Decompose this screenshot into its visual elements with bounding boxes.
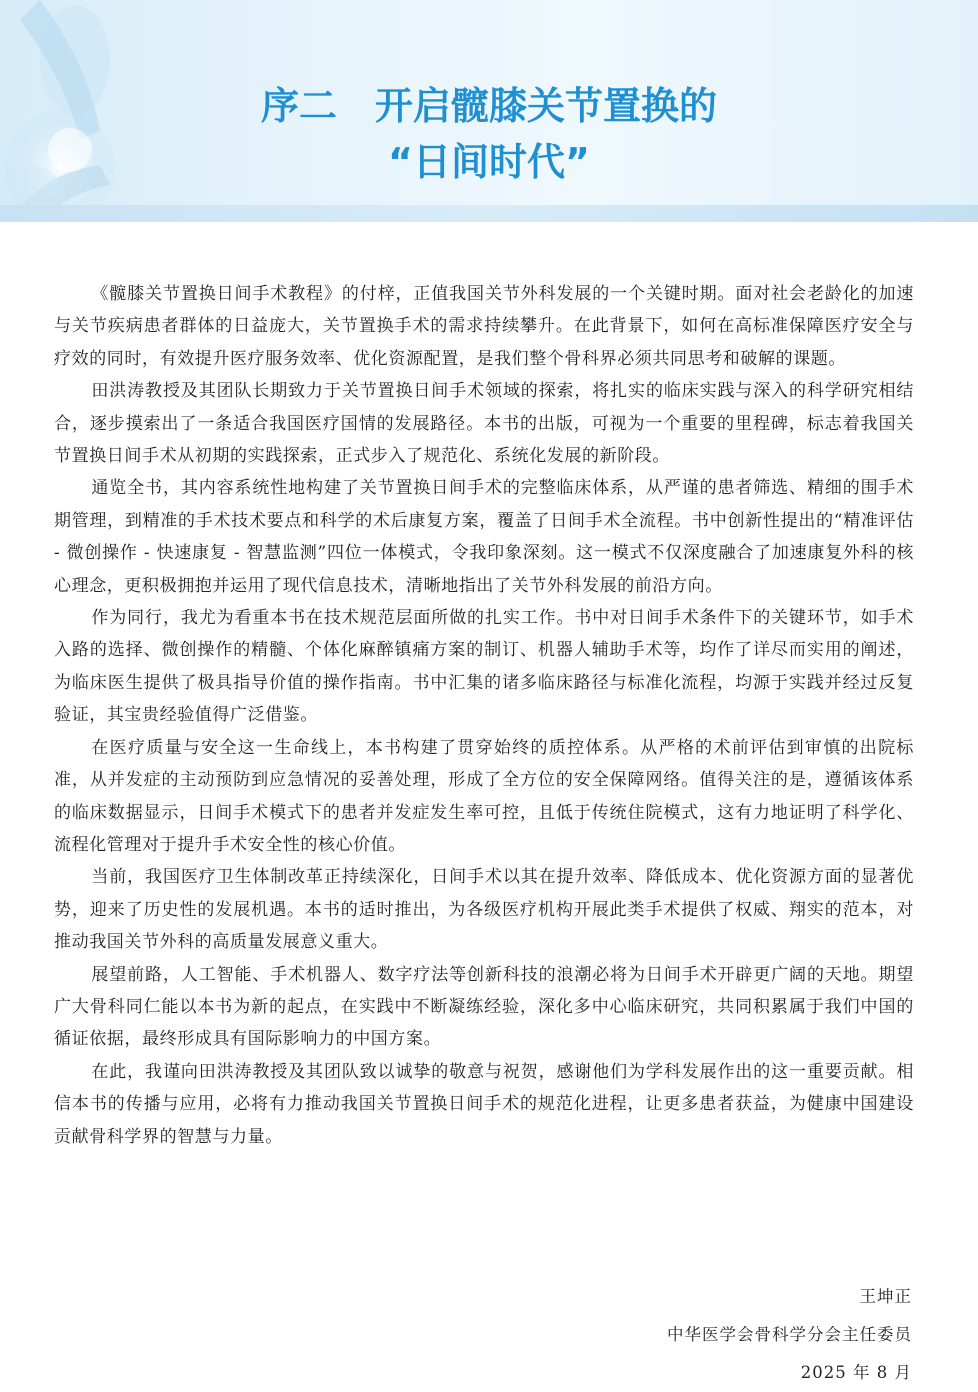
paragraph: 作为同行，我尤为看重本书在技术规范层面所做的扎实工作。书中对日间手术条件下的关键环节，如手术入路的选择、微创操作的精髓、个体化麻醉镇痛方案的制订、机器人辅助手术等，均作了详尽而实用的阐述，为临床医生提供了极具指导价值的操作指南。书中汇集的诸多临床路径与标准化流程，均源于实践并经过反复验证，其宝贵经验值得广泛借鉴。 <box>54 608 914 726</box>
page-title <box>0 78 978 190</box>
paragraph: 《髋膝关节置换日间手术教程》的付梓，正值我国关节外科发展的一个关键时期。面对社会老龄化的加速与关节疾病患者群体的日益庞大，关节置换手术的需求持续攀升。在此背景下，如何在高标准保障医疗安全与疗效的同时，有效提升医疗服务效率、优化资源配置，是我们整个骨科界必须共同思考和破解的课题。 <box>54 284 914 369</box>
paragraph: 通览全书，其内容系统性地构建了关节置换日间手术的完整临床体系，从严谨的患者筛选、精细的围手术期管理，到精准的手术技术要点和科学的术后康复方案，覆盖了日间手术全流程。书中创新性提出的“精准评估 - 微创操作 - 快速康复 - 智慧监测”四位一体模式，令我印象深刻。这一模式不仅深度融合了加速康复外科的核心理念，更积极拥抱并运用了现代信息技术，清晰地指出了关节外科发展的前沿方向。 <box>54 478 914 596</box>
paragraph: 在此，我谨向田洪涛教授及其团队致以诚挚的敬意与祝贺，感谢他们为学科发展作出的这一重要贡献。相信本书的传播与应用，必将有力推动我国关节置换日间手术的规范化进程，让更多患者获益，为健康中国建设贡献骨科学界的智慧与力量。 <box>54 1061 914 1147</box>
signature-block <box>667 1278 912 1392</box>
preface-body <box>54 278 914 1153</box>
title-line-2: “日间时代” <box>388 140 590 184</box>
header-stripe <box>0 205 978 222</box>
signature-position: 中华医学会骨科学分会主任委员 <box>667 1325 912 1344</box>
signature-date: 2025 年 8 月 <box>800 1363 912 1382</box>
title-prefix: 序二 <box>260 84 337 128</box>
paragraph: 在医疗质量与安全这一生命线上，本书构建了贯穿始终的质控体系。从严格的术前评估到审慎的出院标准，从并发症的主动预防到应急情况的妥善处理，形成了全方位的安全保障网络。值得关注的是，遵循该体系的临床数据显示，日间手术模式下的患者并发症发生率可控，且低于传统住院模式，这有力地证明了科学化、流程化管理对于提升手术安全性的核心价值。 <box>54 737 914 855</box>
title-line-1: 开启髋膝关节置换的 <box>375 84 718 128</box>
paragraph: 田洪涛教授及其团队长期致力于关节置换日间手术领域的探索，将扎实的临床实践与深入的科学研究相结合，逐步摸索出了一条适合我国医疗国情的发展路径。本书的出版，可视为一个重要的里程碑，标志着我国关节置换日间手术从初期的实践探索，正式步入了规范化、系统化发展的新阶段。 <box>54 381 914 467</box>
paragraph: 当前，我国医疗卫生体制改革正持续深化，日间手术以其在提升效率、降低成本、优化资源方面的显著优势，迎来了历史性的发展机遇。本书的适时推出，为各级医疗机构开展此类手术提供了权威、翔实的范本，对推动我国关节外科的高质量发展意义重大。 <box>54 867 914 953</box>
signature-name: 王坤正 <box>859 1287 912 1306</box>
paragraph: 展望前路，人工智能、手术机器人、数字疗法等创新科技的浪潮必将为日间手术开辟更广阔的天地。期望广大骨科同仁能以本书为新的起点，在实践中不断凝练经验，深化多中心临床研究，共同积累属于我们中国的循证依据，最终形成具有国际影响力的中国方案。 <box>54 964 914 1050</box>
